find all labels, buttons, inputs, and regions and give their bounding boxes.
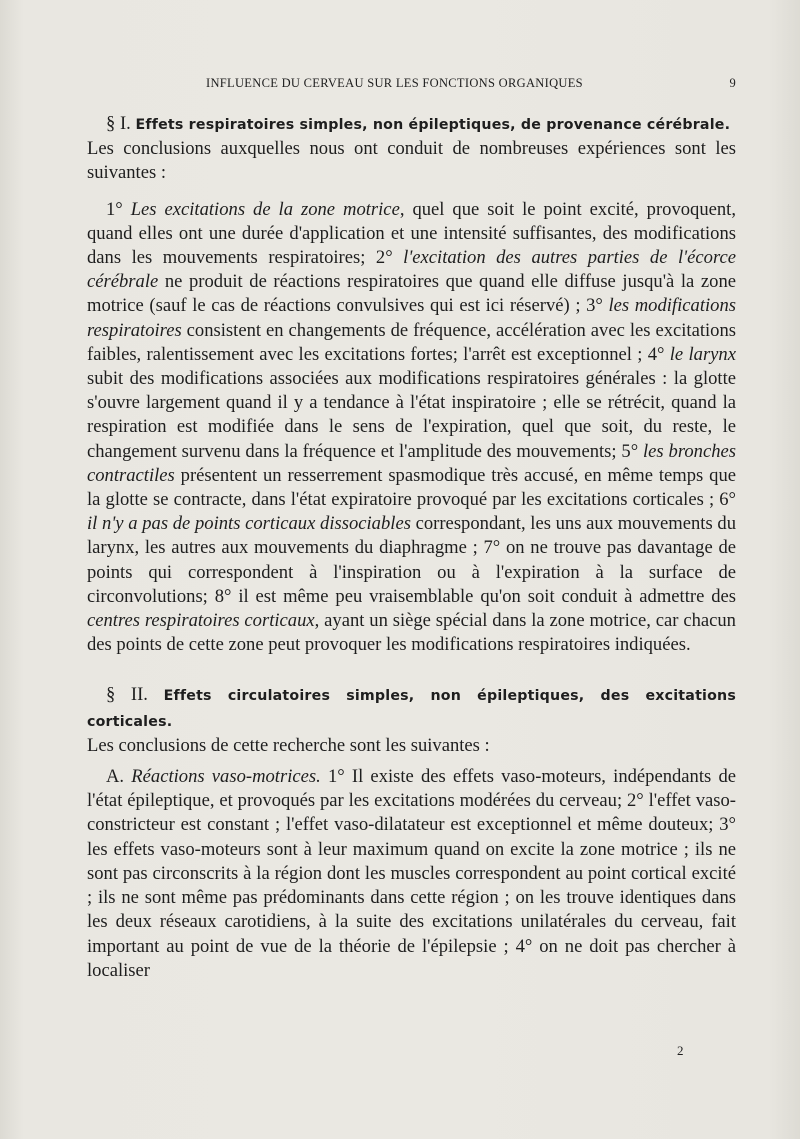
section-intro: Les conclusions auxquelles nous ont conduit de nombreuses expériences sont les suivantes : [87,138,736,184]
section-title: Effets circulatoires simples, non épileptiques, des excitations corticales. [87,688,737,730]
running-title: INFLUENCE DU CERVEAU SUR LES FONCTIONS ORGANIQUES [206,76,583,90]
page-number: 9 [729,76,736,90]
section-title: Effets respiratoires simples, non épileptiques, de provenance cérébrale. [135,117,731,133]
page-body [87,112,736,983]
section-heading-1 [87,112,736,137]
signature-mark: 2 [677,1043,684,1058]
section-number: § II. [106,684,148,706]
paragraph: 1° Les excitations de la zone motrice, quel que soit le point excité, provoquent, quand elles ont une durée d'application et une intensité suffisantes, des modifications dans les mouvements respiratoires; 2° l'excitation des autres parties de l'écorce cérébrale ne produit de réactions respiratoires que quand elle diffuse jusqu'à la zone motrice (sauf le cas de réactions convulsives qui est ici réservé) ; 3° les modifications respiratoires consistent en changements de fréquence, accélération avec les excitations faibles, ralentissement avec les excitations fortes; l'arrêt est exceptionnel ; 4° le larynx subit des modifications associées aux modifications respiratoires générales : la glotte s'ouvre largement quand il y a tendance à l'état inspiratoire ; elle se rétrécit, quand la respiration est modifiée dans le sens de l'expiration, quel que soit, du reste, le changement survenu dans la fréquence et l'amplitude des mouvements; 5° les bronches contractiles présentent un resserrement spasmodique très accusé, en même temps que la glotte se contracte, dans l'état expiratoire provoqué par les excitations corticales ; 6° il n'y a pas de points corticaux dissociables correspondant, les uns aux mouvements du larynx, les autres aux mouvements du diaphragme ; 7° on ne trouve pas davantage de points qui correspondent à l'inspiration ou à l'expiration à la surface de circonvolutions; 8° il est même peu vraisemblable qu'on soit conduit à admettre des centres respiratoires corticaux, ayant un siège spécial dans la zone motrice, car chacun des points de cette zone peut provoquer les modifications respiratoires indiquées. [87,198,736,656]
section-intro: Les conclusions de cette recherche sont les suivantes : [87,734,490,756]
paragraph: A. Réactions vaso-motrices. 1° Il existe des effets vaso-moteurs, indépendants de l'état épileptique, et provoqués par les excitations modérées du cerveau; 2° l'effet vaso-constricteur est constant ; l'effet vaso-dilatateur est exceptionnel et même douteux; 3° les effets vaso-moteurs sont à leur maximum quand on excite la zone motrice ; ils ne sont pas circonscrits à la région dont les muscles correspondent au point cortical excité ; ils ne sont même pas prédominants dans cette région ; on les trouve identiques dans les deux réseaux carotidiens, à la suite des excitations unilatérales du cerveau, fait important au point de vue de la théorie de l'épilepsie ; 4° on ne doit pas chercher à localiser [87,766,737,981]
section-number: § I. [106,113,131,134]
section-heading-2 [87,683,736,733]
